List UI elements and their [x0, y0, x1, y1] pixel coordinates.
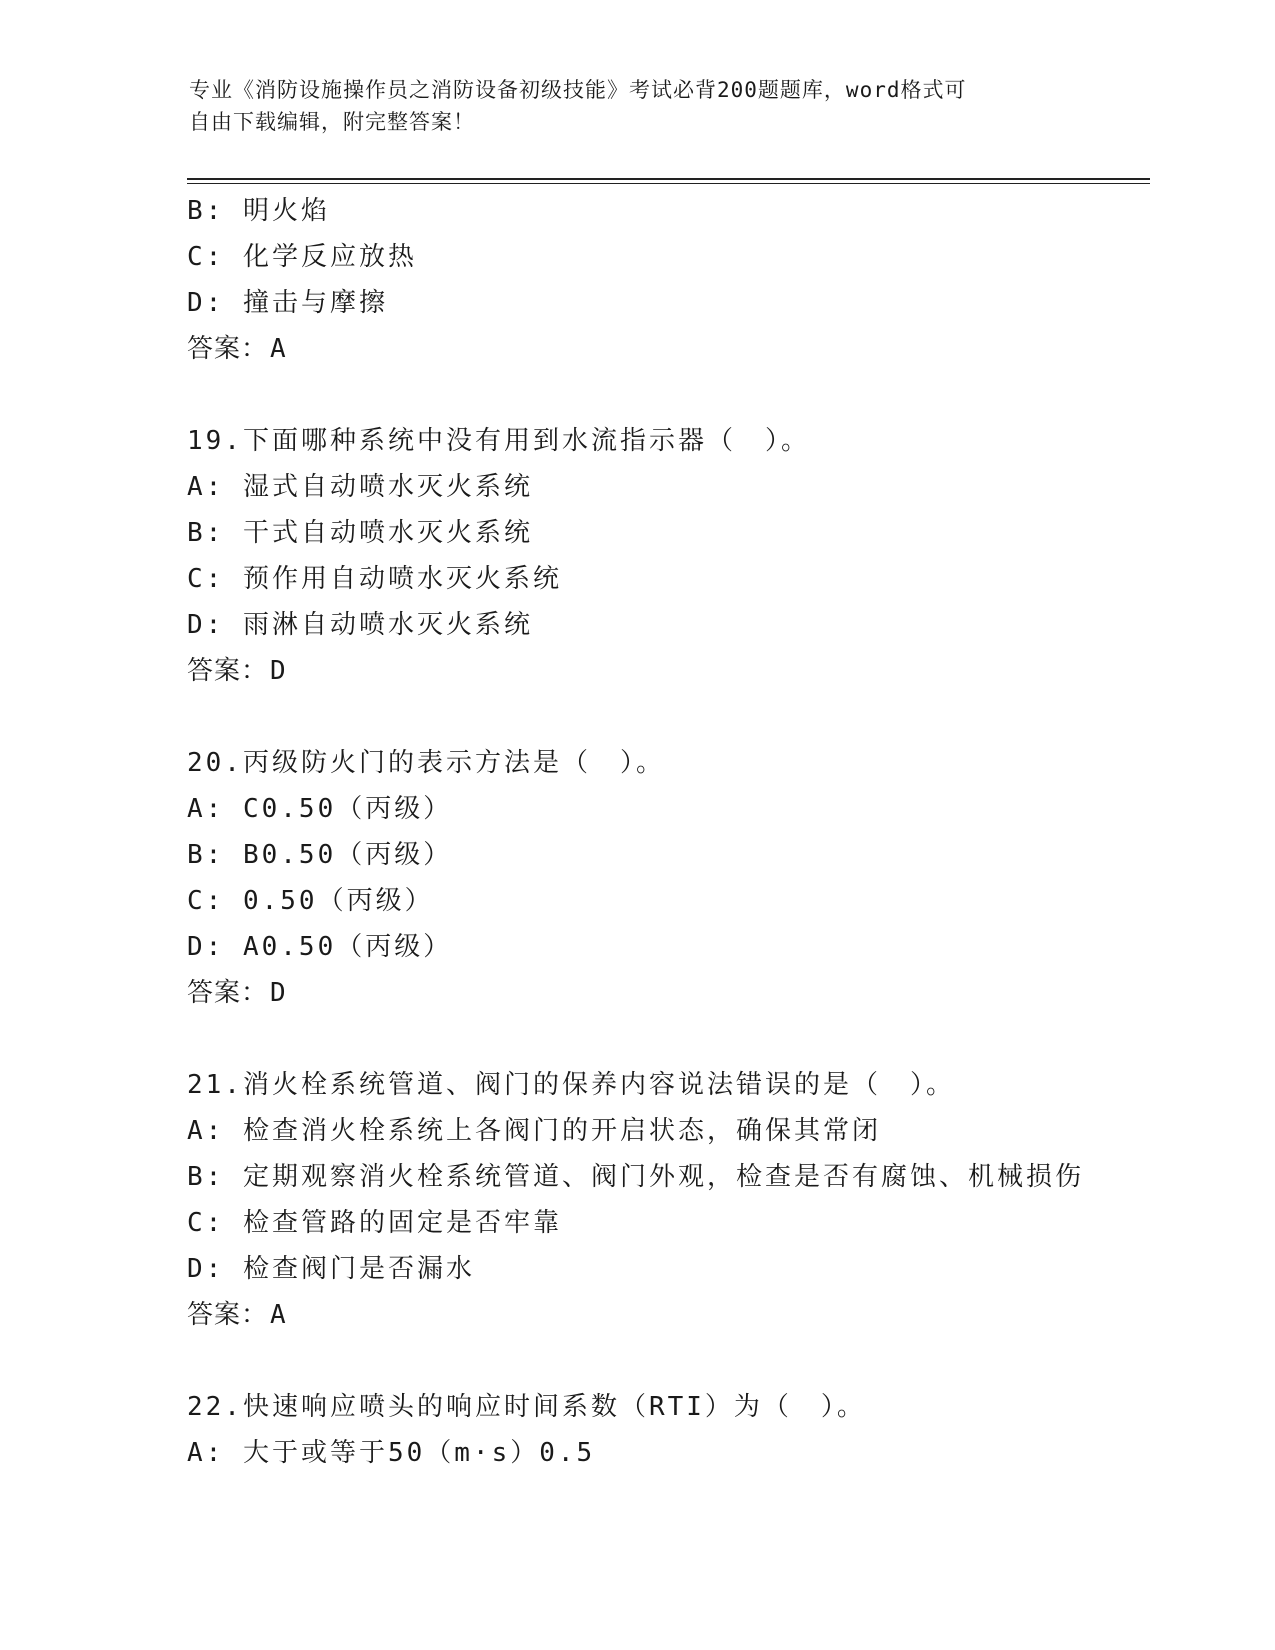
option-a: A: 大于或等于50（m·s）0.5: [187, 1438, 596, 1468]
question-block-20: [187, 740, 1147, 1016]
answer-value: D: [270, 978, 287, 1008]
question-block-22: [187, 1384, 1147, 1476]
answer-value: A: [270, 334, 287, 364]
spacer: [187, 694, 1147, 740]
option-d: D: 撞击与摩擦: [187, 288, 388, 318]
answer-label: 答案：: [187, 1300, 269, 1330]
option-a: A: C0.50（丙级）: [187, 794, 453, 824]
question-stem: 19.下面哪种系统中没有用到水流指示器（ ）。: [187, 426, 810, 456]
option-c: C: 0.50（丙级）: [187, 886, 434, 916]
option-d: D: 检查阀门是否漏水: [187, 1254, 475, 1284]
option-a: A: 湿式自动喷水灭火系统: [187, 472, 533, 502]
option-b: B: 定期观察消火栓系统管道、阀门外观，检查是否有腐蚀、机械损伤: [187, 1162, 1084, 1192]
answer-value: A: [270, 1300, 287, 1330]
option-c: C: 预作用自动喷水灭火系统: [187, 564, 562, 594]
option-d: D: 雨淋自动喷水灭火系统: [187, 610, 533, 640]
option-d: D: A0.50（丙级）: [187, 932, 453, 962]
answer-line: [187, 326, 1147, 372]
answer-line: [187, 648, 1147, 694]
answer-value: D: [270, 656, 287, 686]
spacer: [187, 372, 1147, 418]
header-line-2: 自由下载编辑，附完整答案！: [189, 110, 475, 134]
question-stem: 20.丙级防火门的表示方法是（ ）。: [187, 748, 665, 778]
answer-label: 答案：: [187, 656, 269, 686]
option-b: B: 干式自动喷水灭火系统: [187, 518, 533, 548]
answer-label: 答案：: [187, 334, 269, 364]
question-list: [187, 188, 1147, 1476]
spacer: [187, 1338, 1147, 1384]
question-stem: 21.消火栓系统管道、阀门的保养内容说法错误的是（ ）。: [187, 1070, 955, 1100]
answer-label: 答案：: [187, 978, 269, 1008]
header-rule-thin: [187, 183, 1150, 184]
option-c: C: 化学反应放热: [187, 242, 417, 272]
option-a: A: 检查消火栓系统上各阀门的开启状态，确保其常闭: [187, 1116, 881, 1146]
question-block-21: [187, 1062, 1147, 1338]
question-block-19: [187, 418, 1147, 694]
answer-line: [187, 970, 1147, 1016]
option-c: C: 检查管路的固定是否牢靠: [187, 1208, 562, 1238]
document-header: [189, 74, 1089, 138]
option-b: B: B0.50（丙级）: [187, 840, 453, 870]
option-b: B: 明火焰: [187, 196, 330, 226]
question-stem: 22.快速响应喷头的响应时间系数（RTI）为（ ）。: [187, 1392, 866, 1422]
question-block-continued: [187, 188, 1147, 372]
answer-line: [187, 1292, 1147, 1338]
header-rule-thick: [187, 178, 1150, 180]
header-line-1: 专业《消防设施操作员之消防设备初级技能》考试必背200题题库，word格式可: [189, 78, 967, 102]
spacer: [187, 1016, 1147, 1062]
